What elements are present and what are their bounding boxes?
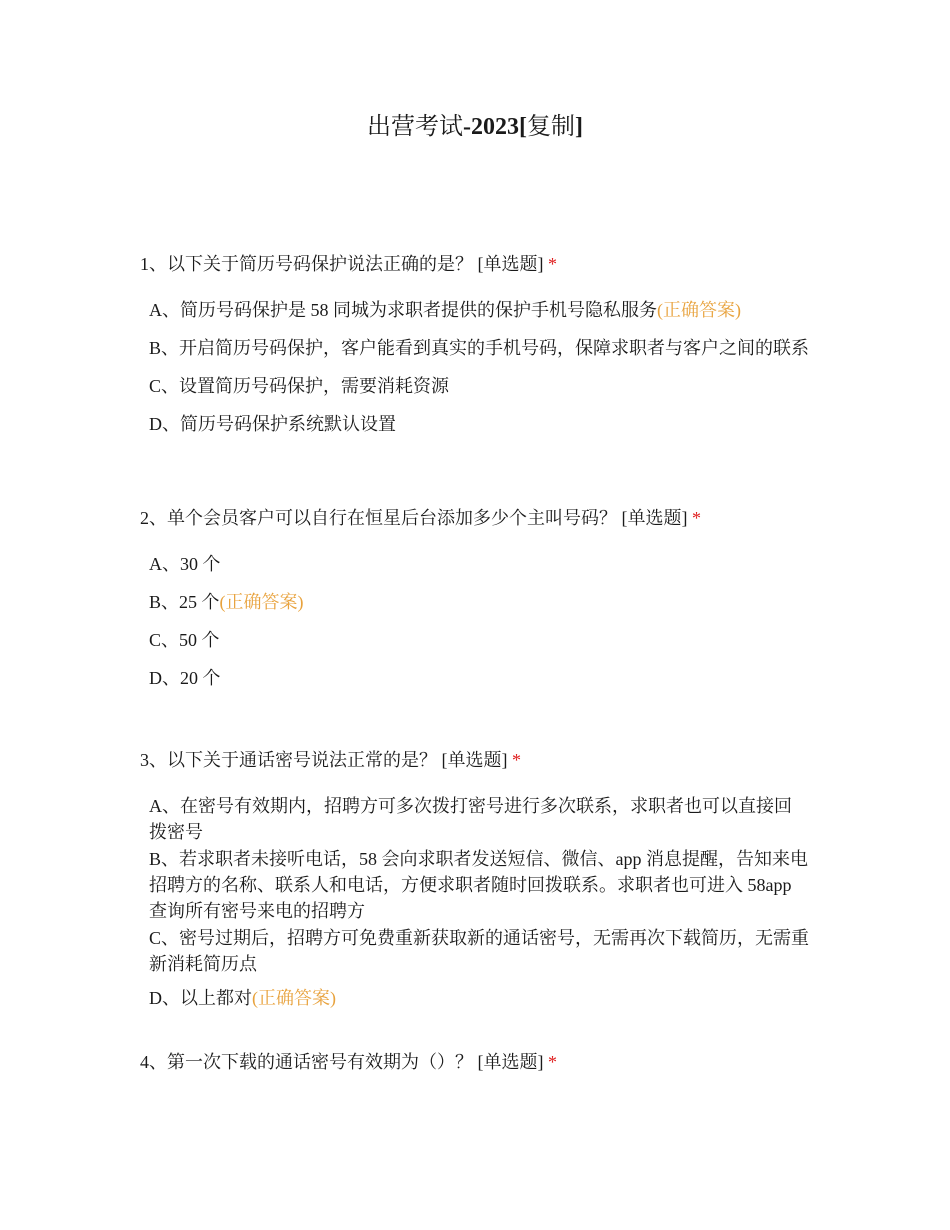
- option-item: C、50 个: [149, 630, 220, 650]
- option-item: A、30 个: [149, 554, 221, 574]
- question-4: [140, 1049, 820, 1075]
- correct-answer-label: (正确答案): [657, 300, 741, 320]
- option-item: C、密号过期后，招聘方可免费重新获取新的通话密号，无需再次下载简历，无需重新消耗简历点: [149, 928, 810, 974]
- option-item: D、以上都对(正确答案): [149, 988, 336, 1008]
- required-mark: *: [548, 1052, 557, 1072]
- option-item: C、设置简历号码保护，需要消耗资源: [149, 376, 450, 396]
- options-list: [140, 551, 809, 691]
- option-item: B、若求职者未接听电话，58 会向求职者发送短信、微信、app 消息提醒，告知来电招聘方的名称、联系人和电话，方便求职者随时回拨联系。求职者也可进入 58app 查询所有密号来电的招聘方: [149, 849, 808, 921]
- required-mark: *: [692, 508, 701, 528]
- required-mark: *: [512, 750, 521, 770]
- option-item: D、简历号码保护系统默认设置: [149, 414, 396, 434]
- option-item: B、开启简历号码保护，客户能看到真实的手机号码，保障求职者与客户之间的联系: [149, 338, 810, 358]
- question-1: [140, 251, 820, 449]
- option-item: D、20 个: [149, 668, 221, 688]
- correct-answer-label: (正确答案): [252, 988, 336, 1008]
- options-list: [140, 297, 809, 437]
- options-list: [140, 793, 809, 1011]
- document-title: 出营考试-2023[复制]: [367, 114, 583, 140]
- option-item: A、简历号码保护是 58 同城为求职者提供的保护手机号隐私服务(正确答案): [149, 300, 741, 320]
- question-text: 3、以下关于通话密号说法正常的是？ [单选题] *: [140, 750, 521, 770]
- question-text: 4、第一次下载的通话密号有效期为（）？ [单选题] *: [140, 1052, 557, 1072]
- option-item: A、在密号有效期内，招聘方可多次拨打密号进行多次联系，求职者也可以直接回拨密号: [149, 796, 792, 842]
- question-3: [140, 747, 820, 1012]
- required-mark: *: [548, 254, 557, 274]
- correct-answer-label: (正确答案): [219, 592, 304, 612]
- question-text: 2、单个会员客户可以自行在恒星后台添加多少个主叫号码？ [单选题] *: [140, 508, 701, 528]
- option-item: B、25 个(正确答案): [149, 592, 304, 612]
- question-2: [140, 505, 820, 703]
- question-text: 1、以下关于简历号码保护说法正确的是？ [单选题] *: [140, 254, 557, 274]
